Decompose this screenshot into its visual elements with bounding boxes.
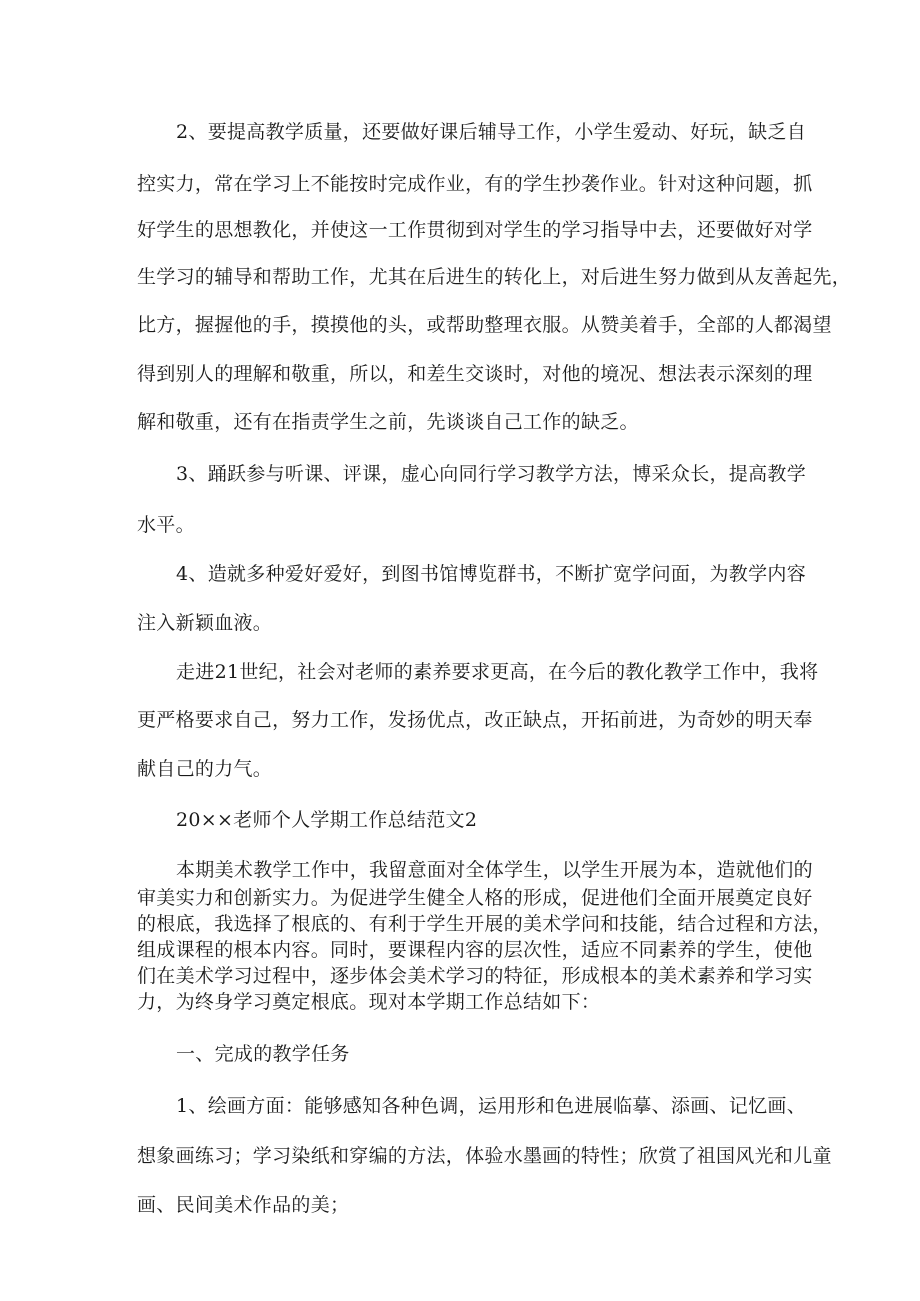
paragraph-line: 力，为终身学习奠定根底。现对本学期工作总结如下： <box>137 991 601 1013</box>
paragraph-line: 1、绘画方面：能够感知各种色调，运用形和色进展临摹、添画、记忆画、 <box>176 1095 806 1117</box>
paragraph-line: 水平。 <box>137 514 195 536</box>
section-heading: 一、完成的教学任务 <box>176 1043 350 1065</box>
paragraph-line: 比方，握握他的手，摸摸他的头，或帮助整理衣服。从赞美着手，全部的人都渴望 <box>137 314 832 336</box>
paragraph-line: 画、民间美术作品的美； <box>137 1194 350 1216</box>
paragraph-line: 4、造就多种爱好爱好，到图书馆博览群书，不断扩宽学问面，为教学内容 <box>176 563 806 585</box>
paragraph-line: 的根底，我选择了根底的、有利于学生开展的美术学问和技能，结合过程和方法， <box>137 913 832 935</box>
paragraph-line: 走进21世纪，社会对老师的素养要求更高，在今后的教化教学工作中，我将 <box>176 661 819 683</box>
paragraph-line: 控实力，常在学习上不能按时完成作业，有的学生抄袭作业。针对这种问题，抓 <box>137 173 813 195</box>
paragraph-line: 想象画练习；学习染纸和穿编的方法，体验水墨画的特性；欣赏了祖国风光和儿童 <box>137 1145 832 1167</box>
paragraph-line: 3、踊跃参与听课、评课，虚心向同行学习教学方法，博采众长，提高教学 <box>176 463 806 485</box>
paragraph-line: 组成课程的根本内容。同时，要课程内容的层次性，适应不同素养的学生，使他 <box>137 939 813 961</box>
paragraph-line: 注入新颖血液。 <box>137 612 273 634</box>
paragraph-line: 更严格要求自己，努力工作，发扬优点，改正缺点，开拓前进，为奇妙的明天奉 <box>137 709 813 731</box>
paragraph-line: 们在美术学习过程中，逐步体会美术学习的特征，形成根本的美术素养和学习实 <box>137 965 813 987</box>
paragraph-line: 献自己的力气。 <box>137 758 273 780</box>
paragraph-line: 本期美术教学工作中，我留意面对全体学生，以学生开展为本，造就他们的 <box>176 859 813 881</box>
paragraph-line: 好学生的思想教化，并使这一工作贯彻到对学生的学习指导中去，还要做好对学 <box>137 219 813 241</box>
paragraph-line: 解和敬重，还有在指责学生之前，先谈谈自己工作的缺乏。 <box>137 411 639 433</box>
paragraph-line: 得到别人的理解和敬重，所以，和差生交谈时，对他的境况、想法表示深刻的理 <box>137 363 813 385</box>
paragraph-line: 2、要提高教学质量，还要做好课后辅导工作，小学生爱动、好玩，缺乏自 <box>176 121 806 143</box>
paragraph-line: 生学习的辅导和帮助工作，尤其在后进生的转化上，对后进生努力做到从友善起先， <box>137 266 852 288</box>
section-title: 20××老师个人学期工作总结范文2 <box>176 809 478 831</box>
paragraph-line: 审美实力和创新实力。为促进学生健全人格的形成，促进他们全面开展奠定良好 <box>137 887 813 909</box>
